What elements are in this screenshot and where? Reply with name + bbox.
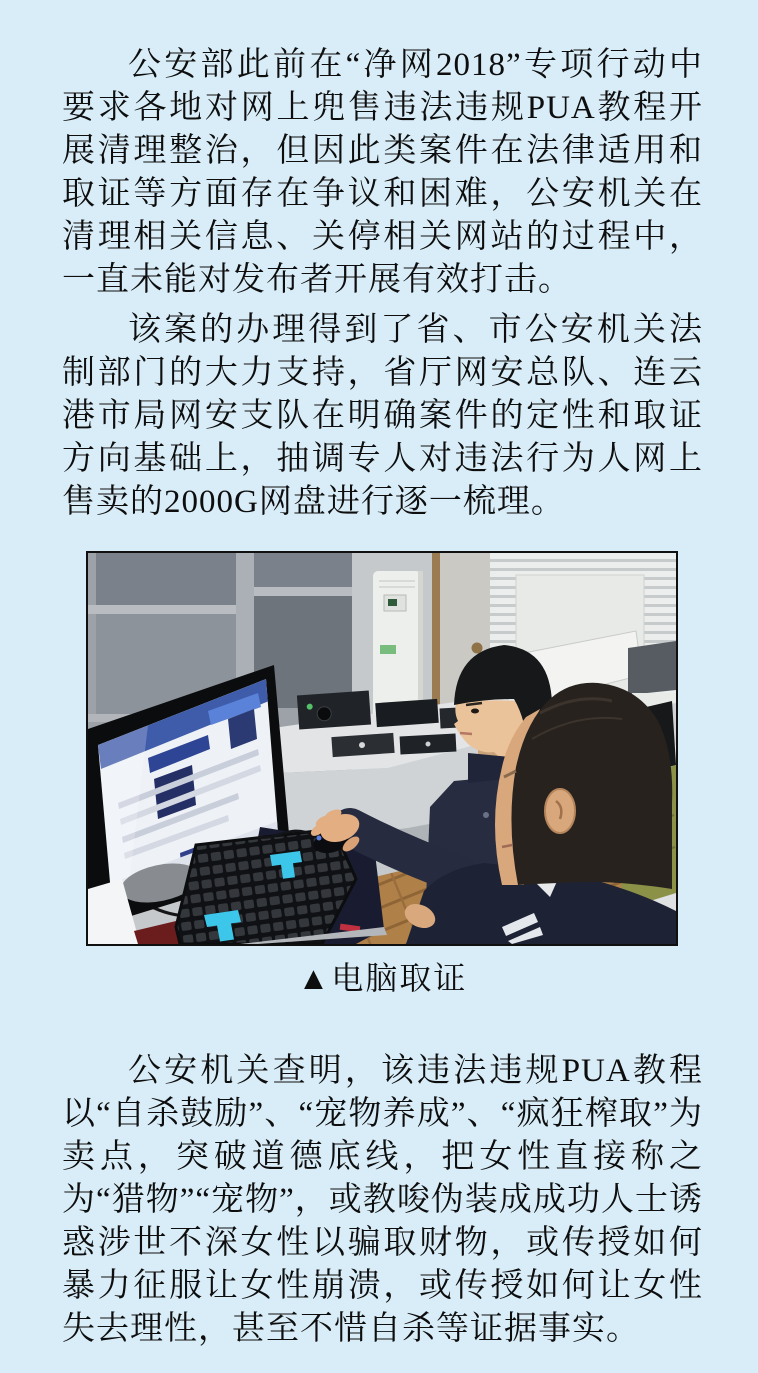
photo-computer-forensics	[86, 551, 678, 946]
paragraph-1: 公安部此前在“净网2018”专项行动中要求各地对网上兜售违法违规PUA教程开展清理整治，但因此类案件在法律适用和取证等方面存在争议和困难，公安机关在清理相关信息、关停相关网站的过程中，一直未能对发布者开展有效打击。	[62, 47, 703, 298]
paragraph-3: 公安机关查明，该违法违规PUA教程以“自杀鼓励”、“宠物养成”、“疯狂榨取”为卖点，突破道德底线，把女性直接称之为“猎物”“宠物”，或教唆伪装成成功人士诱惑涉世不深女性以骗取财物，或传授如何暴力征服让女性崩溃，或传授如何让女性失去理性，甚至不惜自杀等证据事实。	[62, 1053, 703, 1347]
photo-illustration	[88, 553, 676, 944]
photo-caption: ▲电脑取证	[297, 960, 468, 996]
ear	[545, 789, 575, 833]
figure-computer-forensics	[62, 551, 703, 997]
paragraph-2: 该案的办理得到了省、市公安机关法制部门的大力支持，省厅网安总队、连云港市局网安支队在明确案件的定性和取证方向基础上，抽调专人对违法行为人网上售卖的2000G网盘进行逐一梳理。	[62, 312, 703, 520]
